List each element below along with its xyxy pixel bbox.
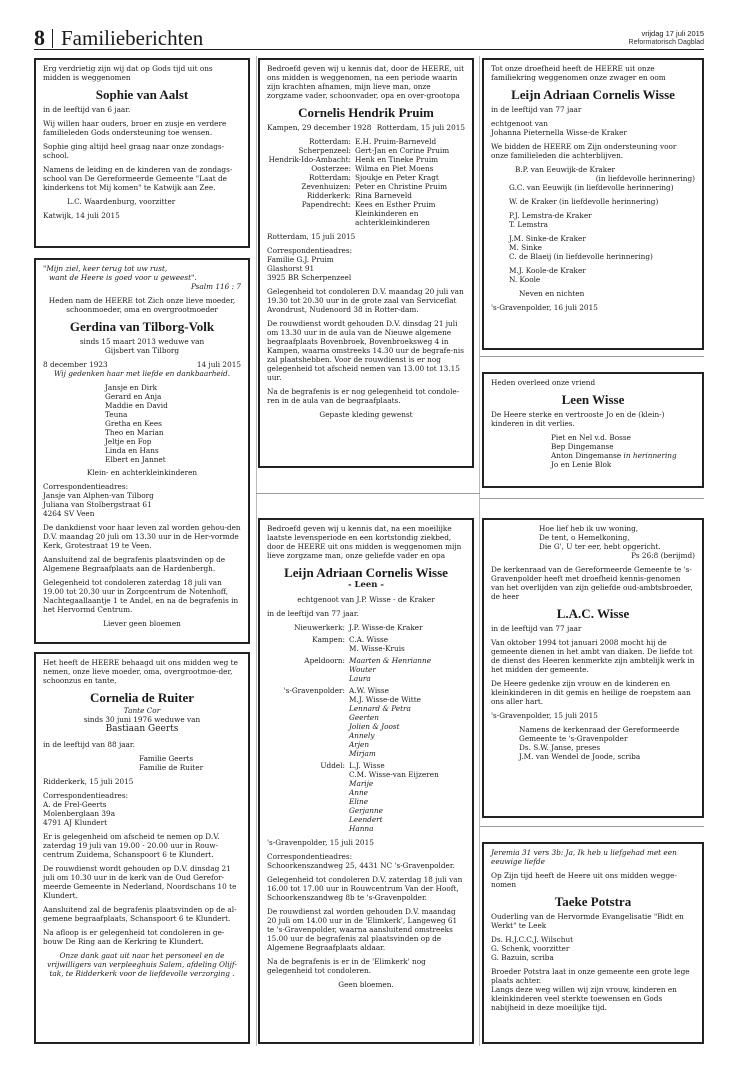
paragraph: Sophie ging altijd heel graag naar onze zondags-school. (43, 142, 225, 160)
notice-intro: De kerkenraad van de Gereformeerde Gemeente te 's-Gravenpolder heeft met droefheid kennis-genomen van het overlijden van zijn geliefde oud-ambtsbroeder, de heer (491, 565, 693, 601)
address-line: 4264 SV Veen (43, 509, 95, 518)
issue-date: vrijdag 17 juli 2015 (641, 29, 704, 38)
paragraph: Na de begrafenis is er nog gelegenheid tot condole-ren in de aula van de begraafplaats. (267, 387, 460, 405)
paragraph: Van oktober 1994 tot januari 2008 mocht hij de gemeente dienen in het ambt van diaken. De liefde tot de dienst des Heeren kenmerkte zijn ambtelijk werk in het midden der gemeente. (491, 638, 695, 674)
family-names: E.H. Pruim-Barneveld (355, 137, 437, 146)
correspondence-label: Correspondentieadres: (43, 482, 129, 491)
deceased-name: Leen Wisse (561, 392, 625, 407)
family-row (267, 623, 465, 632)
list-item (491, 451, 695, 460)
list-item: Jo en Lenie Blok (551, 460, 612, 469)
notice-taeke-potstra (482, 842, 704, 1044)
bible-quote: Jeremia 31 vers 3b: Ja, Ik heb u liefgehad met een eeuwige liefde (491, 848, 677, 866)
deceased-name: Sophie van Aalst (95, 87, 189, 102)
life-dates (43, 360, 241, 369)
family-place: Hendrik-Ido-Ambacht: (268, 155, 351, 164)
ad-separator (480, 826, 704, 827)
notice-intro: Bedroefd geven wij u kennis dat, na een moeilijke laatste levensperiode en een kortstondig ziekbed, door de HEERE uit ons midden is weggenomen mijn lieve zorgzame man, onze geliefde vader en opa (267, 524, 462, 560)
paragraph: De rouwdienst wordt gehouden D.V. dinsdag 21 juli om 13.30 uur in de aula van de Nieuwe algemene begraafplaats Bovenbroek, Bovenbroeksweg 4 in Kampen, waarna omstreeks 14.30 uur de begrafe-nis zal plaatshebben. Voor de rouwdienst is er nog gelegenheid tot afscheid nemen van 13.00 tot 13.15 uur. (267, 319, 464, 382)
paragraph: Ouderling van de Hervormde Evangelisatie "Bidt en Werkt" te Leek (491, 912, 684, 930)
family-line: Familie de Ruiter (139, 763, 204, 772)
paragraph: De Heere sterke en vertrooste Jo en de (klein-) kinderen in dit verlies. (491, 410, 665, 428)
widow-line: sinds 30 juni 1976 weduwe van (83, 715, 201, 724)
grandchild-name: Marije (349, 779, 374, 788)
list-item: Maddie en David (105, 401, 168, 410)
friend-name: Anton Dingemanse (551, 451, 622, 460)
notice-sophie-van-aalst (34, 58, 250, 248)
address-line: A. de Frel-Geerts (43, 800, 107, 809)
family-names: Henk en Tineke Pruim (355, 155, 439, 164)
grandchildren: Klein- en achterkleinkinderen (86, 468, 198, 477)
ad-separator (480, 498, 704, 499)
signature: L.C. Waardenburg, voorzitter (67, 197, 176, 206)
family-list (267, 137, 465, 227)
deceased-name: L.A.C. Wisse (556, 606, 630, 621)
age: in de leeftijd van 77 jaar (491, 624, 582, 633)
place-date: Ridderkerk, 15 juli 2015 (43, 777, 134, 786)
notice-intro: Heden nam de HEERE tot Zich onze lieve moeder, schoonmoeder, oma en overgrootmoeder (48, 296, 236, 314)
address-line: Juliana van Stolbergstraat 61 (43, 500, 152, 509)
correspondence-label: Correspondentieadres: (43, 791, 129, 800)
memory-line: Wij gedenken haar met liefde en dankbaarheid. (53, 369, 231, 378)
age: in de leeftijd van 6 jaar. (43, 105, 131, 114)
poem-line: Hoe lief heb ik uw woning, (539, 524, 639, 533)
notice-intro: Heden overleed onze vriend (491, 378, 596, 387)
nickname: - Leen - (348, 580, 384, 590)
family-place: Zevenhuizen: (301, 182, 351, 191)
family-row (267, 155, 465, 164)
list-item: J.M. Sinke-de Kraker (509, 234, 586, 243)
birth-date: Kampen, 29 december 1928 (267, 123, 372, 132)
family-names: Rina Barneveld (355, 191, 412, 200)
deceased-name: Taeke Potstra (554, 894, 632, 909)
family-place (267, 218, 355, 227)
age: in de leeftijd van 88 jaar. (43, 740, 135, 749)
signature-line: G. Schenk, voorzitter (491, 944, 570, 953)
grandchild-name: Lennard & Petra (349, 704, 411, 713)
list-item: M. Sinke (509, 243, 542, 252)
paragraph: Wij willen haar ouders, broer en zusje en verdere familieleden Gods ondersteuning toe wensen. (43, 119, 227, 137)
poem-line: Die G', U ter eer, hebt opgericht. (539, 542, 661, 551)
paragraph: Aansluitend zal de begrafenis plaatsvinden op de Algemene Begraafplaats aan de Hardenbergh. (43, 555, 226, 573)
family-row (267, 218, 465, 227)
paragraph: Er is gelegenheid om afscheid te nemen op D.V. zaterdag 19 juli van 19.00 - 20.00 uur in Rouw-centrum Zuidema, Schanspoort 6 te Klundert. (43, 832, 220, 859)
family-place: Oosterzee: (311, 164, 351, 173)
place-date: 's-Gravenpolder, 16 juli 2015 (491, 303, 598, 312)
poem-line: De tent, o Hemelkoning, (539, 533, 630, 542)
paragraph: De Heere gedenke zijn vrouw en de kinderen en kleinkinderen in dit gemis en heilige de roepstem aan ons aller hart. (491, 679, 691, 706)
paragraph: Namens de leiding en de kinderen van de zondags-school van De Gereformeerde Gemeente "Laat de kinderkens tot Mij komen" te Katwijk aan Zee. (43, 165, 233, 192)
family-names: Kleinkinderen en (355, 209, 419, 218)
list-item: N. Koole (509, 275, 541, 284)
ad-separator (256, 493, 480, 494)
family-names (349, 635, 465, 653)
family-names (349, 686, 465, 758)
signature-line: Namens de kerkenraad der Gereformeerde (519, 725, 680, 734)
place-date: 's-Gravenpolder, 15 juli 2015 (267, 838, 374, 847)
signature-line: G. Bazuin, scriba (491, 953, 554, 962)
grandchild-name: Eline (349, 797, 369, 806)
address-line: Familie G.J. Pruim (267, 255, 334, 264)
family-names (349, 761, 465, 833)
thanks-note: Onze dank gaat uit naar het personeel en de vrijwilligers van verpleeghuis Salem, afdeling Olijf-tak, te Ridderkerk voor de liefdevolle verzorging . (47, 951, 237, 978)
grandchild-name: Jolien & Joost (349, 722, 400, 731)
list-item: B.P. van Eeuwijk-de Kraker (515, 165, 616, 174)
family-place: Uddel: (320, 761, 345, 770)
paper-name: Reformatorisch Dagblad (628, 39, 704, 46)
grandchild-name: Maarten & Henrianne (349, 656, 432, 665)
nickname: Tante Cor (123, 706, 161, 715)
death-date: Rotterdam, 15 juli 2015 (376, 123, 465, 132)
page-header (34, 26, 704, 50)
section-title: Familieberichten (61, 26, 204, 50)
list-item: Linda en Hans (105, 446, 159, 455)
age: in de leeftijd van 77 jaar. (267, 609, 359, 618)
notice-leijn-wisse-inlaws (482, 58, 704, 350)
list-item: Piet en Nel v.d. Bosse (551, 433, 631, 442)
family-row (267, 191, 465, 200)
flowers-note: Geen bloemen. (338, 980, 394, 989)
notice-gerdina-van-tilborg-volk (34, 258, 250, 644)
paragraph: Broeder Potstra laat in onze gemeente een grote lege plaats achter. (491, 967, 690, 985)
place-date: 's-Gravenpolder, 15 juli 2015 (491, 711, 598, 720)
family-row (267, 656, 465, 683)
family-place: Apeldoorn: (304, 656, 345, 665)
paragraph: Na de begrafenis is er in de 'Elimkerk' nog gelegenheid tot condoleren. (267, 957, 426, 975)
grandchild-name: Annely (349, 731, 375, 740)
spouse-name: Johanna Pieternella Wisse-de Kraker (491, 128, 627, 137)
family-member: C.A. Wisse (349, 635, 389, 644)
widow-line: sinds 15 maart 2013 weduwe van (79, 337, 205, 346)
prayer: We bidden de HEERE om Zijn ondersteuning voor onze familieleden die achterblijven. (491, 142, 677, 160)
address-line: Molenberglaan 39a (43, 809, 116, 818)
list-item: Elbert en Jannet (105, 455, 166, 464)
paragraph: Gelegenheid tot condoleren D.V. maandag 20 juli van 19.30 tot 20.30 uur in de grote zaal van Serviceflat Avondrust, Nudenoord 38 in Rotter-dam. (267, 287, 464, 314)
notice-intro: Tot onze droefheid heeft de HEERE uit onze familiekring weggenomen onze zwager en oom (491, 64, 666, 82)
paragraph: Langs deze weg willen wij zijn vrouw, kinderen en kleinkinderen veel sterkte toewensen en Gods nabijheid in deze moeilijke tijd. (491, 985, 677, 1012)
list-item: Teuna (105, 410, 128, 419)
address-line: Glashorst 91 (267, 264, 315, 273)
grandchild-name: Gerjanne (349, 806, 383, 815)
family-line: Familie Geerts (139, 754, 194, 763)
paragraph: Gelegenheid tot condoleren zaterdag 18 juli van 19.00 tot 20.30 uur in Zorgcentrum de Notenhoff, Nachtegaallaantje 1 te Andel, en na de begrafenis in het Hervormd Centrum. (43, 578, 239, 614)
age: in de leeftijd van 77 jaar (491, 105, 582, 114)
list-item: M.J. Koole-de Kraker (509, 266, 586, 275)
family-place: Kampen: (312, 635, 345, 644)
family-member: M.J. Wisse-de Witte (349, 695, 421, 704)
children-list (43, 383, 241, 464)
address-line: 4791 AJ Klundert (43, 818, 107, 827)
family-names: Wilma en Piet Moens (355, 164, 434, 173)
notice-lac-wisse (482, 518, 704, 818)
list-item: W. de Kraker (in liefdevolle herinnering) (509, 197, 659, 206)
list-item: C. de Blaeij (in liefdevolle herinnering) (509, 252, 653, 261)
quote-reference: Psalm 116 : 7 (190, 282, 241, 291)
signature-line: Gemeente te 's-Gravenpolder (519, 734, 628, 743)
family-place (267, 209, 355, 218)
family-row (267, 209, 465, 218)
address-line: Schoorkenszandweg 25, 4431 NC 's-Gravenpolder. (267, 861, 455, 870)
family-names (349, 623, 465, 632)
deceased-name: Leijn Adriaan Cornelis Wisse (511, 87, 675, 102)
paragraph: Aansluitend zal de begrafenis plaatsvinden op de al-gemene begraafplaats, Schanspoort 6 te Klundert. (43, 905, 237, 923)
paragraph: Gelegenheid tot condoleren D.V. zaterdag 18 juli van 16.00 tot 17.00 uur in Rouwcentrum Van der Hooft, Schoorkenszandweg 8b te 's-Gravenpolder. (267, 875, 463, 902)
paragraph: De rouwdienst zal worden gehouden D.V. maandag 20 juli om 14.00 uur in de 'Elimkerk', Langeweg 61 te 's-Gravenpolder, waarna aansluitend omstreeks 15.00 uur de begrafenis zal plaatsvinden op de Algemene Begraafplaats aldaar. (267, 907, 458, 952)
family-row (267, 137, 465, 146)
page-number: 8 (34, 25, 45, 50)
signature-line: Ds. H.J.C.C.J. Wilschut (491, 935, 574, 944)
grandchild-name: Anne (349, 788, 368, 797)
paragraph: De dankdienst voor haar leven zal worden gehou-den D.V. maandag 20 juli om 13.30 uur in de Her-vormde Kerk, Grotestraat 19 te Veen. (43, 523, 241, 550)
list-item: Jeltje en Fop (105, 437, 152, 446)
family-row (267, 761, 465, 833)
family-place: Rotterdam: (309, 173, 351, 182)
quote-line: want de Heere is goed voor u geweest". (49, 273, 197, 282)
spouse-line: echtgenoot van J.P. Wisse - de Kraker (297, 595, 435, 604)
address-line: 3925 BR Scherpenzeel (267, 273, 352, 282)
family-row (267, 200, 465, 209)
quote-line: "Mijn ziel, keer terug tot uw rust, (43, 264, 168, 273)
notice-leijn-wisse-family (258, 518, 474, 1044)
spouse-line: echtgenoot van (491, 119, 548, 128)
family-member: M. Wisse-Kruis (349, 644, 405, 653)
correspondence-label: Correspondentieadres: (267, 246, 353, 255)
list-item: Theo en Marian (105, 428, 164, 437)
notice-intro: Op Zijn tijd heeft de Heere uit ons midden wegge-nomen (491, 871, 677, 889)
life-dates (267, 123, 465, 132)
family-row (267, 635, 465, 653)
grandchild-name: Wouter (349, 665, 376, 674)
dress-note: Gepaste kleding gewenst (319, 410, 413, 419)
memorial-note: in herinnering (623, 451, 677, 460)
family-place: 's-Gravenpolder: (283, 686, 345, 695)
grandchild-name: Mirjam (349, 749, 376, 758)
family-names: Sjoukje en Peter Kragt (355, 173, 439, 182)
death-date: 14 juli 2015 (196, 360, 241, 369)
family-names: Kees en Esther Pruim (355, 200, 436, 209)
flowers-note: Liever geen bloemen (103, 619, 181, 628)
grandchild-name: Leendert (349, 815, 383, 824)
family-names (349, 656, 465, 683)
poem-reference: Ps 26:8 (berijmd) (631, 551, 695, 560)
list-item: (in liefdevolle herinnering) (595, 174, 695, 183)
deceased-name: Cornelia de Ruiter (90, 690, 194, 705)
signature-line: Ds. S.W. Janse, preses (519, 743, 601, 752)
notice-intro: Erg verdrietig zijn wij dat op Gods tijd uit ons midden is weggenomen (43, 64, 213, 82)
correspondence-label: Correspondentieadres: (267, 852, 353, 861)
list-item: G.C. van Eeuwijk (in liefdevolle herinnering) (509, 183, 674, 192)
family-row (267, 173, 465, 182)
ad-separator (480, 356, 704, 357)
column-divider (479, 56, 480, 1046)
list-item: Gretha en Kees (105, 419, 162, 428)
family-place: Rotterdam: (309, 137, 351, 146)
family-member: C.M. Wisse-van Eijzeren (349, 770, 439, 779)
family-member: A.W. Wisse (349, 686, 389, 695)
header-divider (52, 29, 53, 48)
grandchild-name: Hanna (349, 824, 374, 833)
spouse-name: Gijsbert van Tilborg (104, 346, 180, 355)
spouse-name: Bastiaan Geerts (105, 724, 179, 734)
signature-line: J.M. van Wendel de Joode, scriba (519, 752, 641, 761)
birth-date: 8 december 1923 (43, 360, 108, 369)
family-member: J.P. Wisse-de Kraker (349, 623, 423, 632)
list-item: Neven en nichten (519, 289, 585, 298)
notice-cornelis-hendrik-pruim (258, 58, 474, 468)
notice-leen-wisse (482, 372, 704, 488)
family-place: Ridderkerk: (306, 191, 351, 200)
list-item: P.J. Lemstra-de Kraker (509, 211, 592, 220)
family-place: Papendrecht: (301, 200, 351, 209)
list-item: Gerard en Anja (105, 392, 162, 401)
family-list (267, 623, 465, 833)
family-row (267, 686, 465, 758)
grandchild-name: Geerten (349, 713, 379, 722)
deceased-name: Cornelis Hendrik Pruim (298, 105, 434, 120)
family-row (267, 182, 465, 191)
deceased-name: Gerdina van Tilborg-Volk (69, 319, 215, 334)
list-item: Bep Dingemanse (551, 442, 614, 451)
notice-intro: Het heeft de HEERE behaagd uit ons midden weg te nemen, onze lieve moeder, oma, overgrootmoe-der, schoonzus en tante, (43, 658, 238, 685)
grandchild-name: Laura (349, 674, 371, 683)
column-divider (256, 56, 257, 1046)
family-place: Nieuwerkerk: (294, 623, 345, 632)
deceased-name: Leijn Adriaan Cornelis Wisse (284, 565, 448, 580)
paragraph: De rouwdienst wordt gehouden op D.V. dinsdag 21 juli om 10.30 uur in de kerk van de Oud Gerefor-meerde Gemeente in Nederland, Noordschans 10 te Klundert. (43, 864, 237, 900)
list-item: Jansje en Dirk (105, 383, 158, 392)
place-date: Katwijk, 14 juli 2015 (43, 211, 120, 220)
family-row (267, 164, 465, 173)
family-place: Scherpenzeel: (298, 146, 351, 155)
family-member: L.J. Wisse (349, 761, 385, 770)
family-names: Gert-Jan en Corine Pruim (355, 146, 450, 155)
place-date: Rotterdam, 15 juli 2015 (267, 232, 356, 241)
address-line: Jansje van Alphen-van Tilborg (43, 491, 154, 500)
paragraph: Na afloop is er gelegenheid tot condoleren in ge-bouw De Ring aan de Kerkring te Klundert. (43, 928, 225, 946)
notice-cornelia-de-ruiter (34, 652, 250, 1044)
grandchild-name: Arjen (349, 740, 370, 749)
family-row (267, 146, 465, 155)
notice-intro: Bedroefd geven wij u kennis dat, door de HEERE, uit ons midden is weggenomen, na een periode waarin zijn krachten afnamen, mijn lieve man, onze zorgzame vader, schoonvader, opa en over-grootopa (267, 64, 465, 100)
family-names: achterkleinkinderen (355, 218, 430, 227)
family-names: Peter en Christine Pruim (355, 182, 448, 191)
list-item: T. Lemstra (509, 220, 549, 229)
